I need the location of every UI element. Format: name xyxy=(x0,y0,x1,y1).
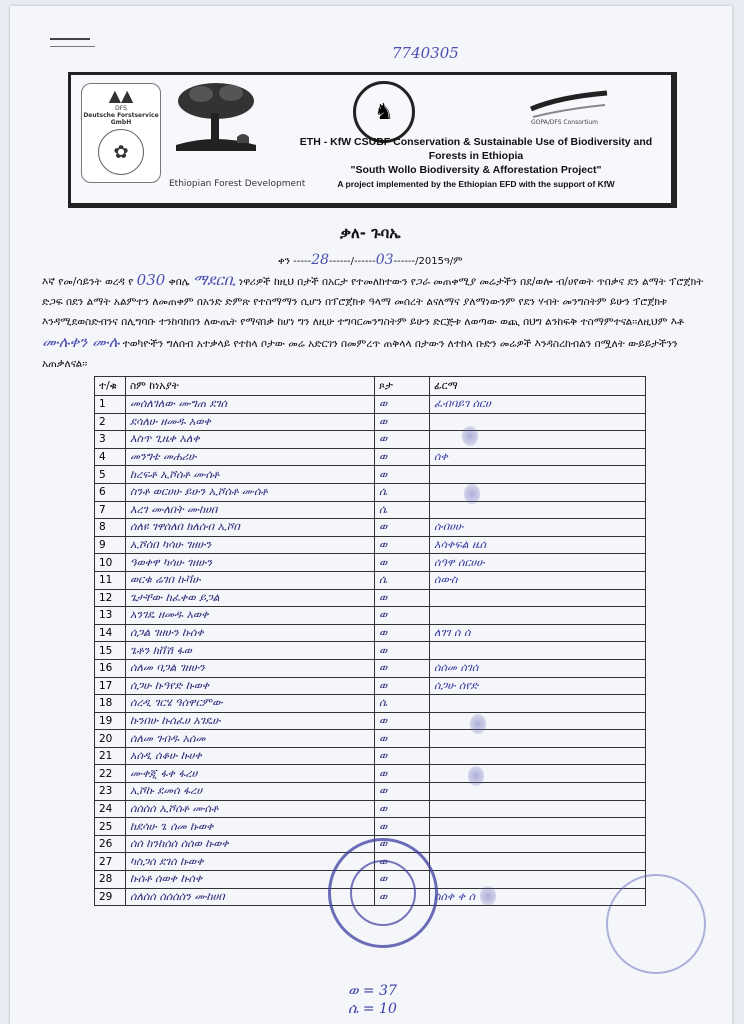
dfs-emblem-icon: ▲▲ xyxy=(108,86,134,105)
pen-stroke xyxy=(50,46,95,47)
para-body: ነዋሪዎች ከዚህ በታች በአርታ የተመለከተውን የጋራ መጠቀሚያ መሬታችን በደ/ወሎ ብ/ሀየወት ጥበቃና ደን ልማት ፕሮጀክት ድጋፍ በደን ልማት አልምተን ለመጠቀም በአንድ ድምጽ የተስማማን ሲሆን በፕሮጀክቱ ዓላማ መሰረት ልናለማና ያለማነውንም የደን ሃብት መንግስትም ይሁን ፕሮጀክቱ እንዳሚደወስድብንና በሊግባቡ ተንከባክበን ለውጤት የማናበቃ ከሆነ ግን ለዚሁ ተግባርመንግስትም ይሁን ድርጅቱ ለወጣው ወጪ በህግ ልንከፍቅ ተስማምተናል፡፡ለዚህም እቶ xyxy=(42,276,704,328)
row-number: 11 xyxy=(95,571,126,589)
row-number: 7 xyxy=(95,501,126,519)
col-name-header: ስም ከነአያት xyxy=(126,377,375,396)
project-title-line2: Forests in Ethiopia xyxy=(428,150,524,162)
row-number: 8 xyxy=(95,519,126,537)
fingerprint-mark xyxy=(464,484,480,504)
fingerprint-mark xyxy=(468,766,484,786)
attendee-sex: ወ xyxy=(375,730,430,748)
col-signature-header: ፊርማ xyxy=(430,377,646,396)
attendee-name: ስንቶ ወርሀሁ ይሁን ኢሾሰቶ ሙሰቶ xyxy=(126,483,375,501)
attendee-sex: ወ xyxy=(375,871,430,889)
attendee-signature xyxy=(430,800,646,818)
attendee-name: መሰለገለው ሙግጠ ደገሰ xyxy=(126,396,375,414)
attendee-sex: ወ xyxy=(375,835,430,853)
table-row xyxy=(95,695,646,713)
attendee-sex: ወ xyxy=(375,519,430,537)
table-row xyxy=(95,413,646,431)
date-prefix: ቀን xyxy=(278,256,290,267)
attendee-name: ሰለሰሰ ሰሰሰሰን ሙከሀበ xyxy=(126,888,375,906)
attendee-name: ወርቁ ሬገበ ኩቫሁ xyxy=(126,571,375,589)
attendee-signature xyxy=(430,589,646,607)
attendee-name: ከረፍቶ ኢሾሰቶ ሙሰቶ xyxy=(126,466,375,484)
attendee-signature: ሰውስ xyxy=(430,571,646,589)
table-row xyxy=(95,712,646,730)
table-row xyxy=(95,730,646,748)
attendee-signature xyxy=(430,871,646,889)
attendee-sex: ወ xyxy=(375,818,430,836)
table-row xyxy=(95,642,646,660)
col-sex-header: ጾታ xyxy=(375,377,430,396)
row-number: 19 xyxy=(95,712,126,730)
attendee-signature xyxy=(430,413,646,431)
attendee-signature xyxy=(430,853,646,871)
col-number-header: ተ/ቁ xyxy=(95,377,126,396)
row-number: 17 xyxy=(95,677,126,695)
attendee-signature xyxy=(430,730,646,748)
dfs-logo-label: DFS xyxy=(115,105,127,112)
attendee-sex: ወ xyxy=(375,765,430,783)
attendee-signature: ለገገ ሰ ሰ xyxy=(430,624,646,642)
attendee-name: ሰሰ ከንከሰሰ ሰሰወ ኩወቀ xyxy=(126,835,375,853)
row-number: 1 xyxy=(95,396,126,414)
attendee-name: ሰጋሁ ኩዓየድ ኩወቀ xyxy=(126,677,375,695)
row-number: 10 xyxy=(95,554,126,572)
kebele-name: ማደርቢ xyxy=(192,271,236,289)
table-row xyxy=(95,677,646,695)
tally-male: ወ = 37 xyxy=(348,983,397,999)
attendee-name: ኩሰቶ ሰወቀ ኩሰቀ xyxy=(126,871,375,889)
attendee-signature xyxy=(430,747,646,765)
date-year: /2015ዓ/ም xyxy=(415,256,463,267)
document-title: ቃለ- ጉባኤ xyxy=(340,224,401,242)
date-line: ቀን -----28------/------03------/2015ዓ/ም xyxy=(278,252,463,268)
fingerprint-mark xyxy=(470,714,486,734)
table-row xyxy=(95,589,646,607)
kebele-number: 030 xyxy=(136,271,166,289)
attendee-name: እረገ ሙለበት ሙከሀበ xyxy=(126,501,375,519)
faint-stamp xyxy=(606,874,706,974)
table-row xyxy=(95,466,646,484)
row-number: 15 xyxy=(95,642,126,660)
attendee-signature: ሰቀ xyxy=(430,448,646,466)
para-start: እኛ የመ/ሳይንት ወረዳ የ xyxy=(42,276,134,288)
attendance-table-body xyxy=(95,396,646,906)
tree-logo-icon xyxy=(171,79,261,159)
project-subtitle: "South Wollo Biodiversity & Afforestation Project" xyxy=(350,164,602,176)
row-number: 3 xyxy=(95,431,126,449)
row-number: 16 xyxy=(95,659,126,677)
attendee-signature xyxy=(430,835,646,853)
handwritten-top-note: 7740305 xyxy=(392,44,459,62)
project-implementer: A project implemented by the Ethiopian EFD with the support of KfW xyxy=(337,179,615,189)
fingerprint-mark xyxy=(462,426,478,446)
para-end: ተወካዮችን ግለሰብ አተቃላይ የተከላ ቦታው መሬ አድርገን በመምረጥ ጠቅላላ በታውን ለተከላ ቡድን መሬዎች እንዳስረከብልን በሟለት ውይይታችንን አጠቃለናል፡፡ xyxy=(42,338,678,370)
attendee-name: ሰለዩ ገዋሰለበ ክለሰብ ኢሾበ xyxy=(126,519,375,537)
attendee-signature xyxy=(430,712,646,730)
attendee-name: ኢሾኩ ደመሰ ፋረሀ xyxy=(126,783,375,801)
attendee-sex: ወ xyxy=(375,747,430,765)
tree-logo-caption: Ethiopian Forest Development xyxy=(169,179,306,189)
letterhead xyxy=(68,72,677,208)
attendee-name: ካስጋሰ ደገሰ ኩወቀ xyxy=(126,853,375,871)
attendee-sex: ወ xyxy=(375,677,430,695)
row-number: 2 xyxy=(95,413,126,431)
row-number: 9 xyxy=(95,536,126,554)
attendee-sex: ወ xyxy=(375,396,430,414)
attendee-signature xyxy=(430,501,646,519)
row-number: 12 xyxy=(95,589,126,607)
table-row xyxy=(95,747,646,765)
attendee-sex: ወ xyxy=(375,431,430,449)
attendee-name: አንገዴ ዘመዱ አወቀ xyxy=(126,607,375,625)
attendee-sex: ወ xyxy=(375,607,430,625)
attendee-signature xyxy=(430,765,646,783)
para-kebele: ቀበሌ xyxy=(168,276,190,288)
ethiopia-seal-icon: ♞ xyxy=(353,81,415,143)
row-number: 22 xyxy=(95,765,126,783)
attendee-sex: ወ xyxy=(375,589,430,607)
attendee-name: እስጥ ጊዜቀ አለቀ xyxy=(126,431,375,449)
attendance-table xyxy=(94,376,646,906)
forest-seal-icon: ✿ xyxy=(98,129,144,175)
attendee-name: አሰዲ ሰቆሁ ኩሀቀ xyxy=(126,747,375,765)
attendee-signature xyxy=(430,642,646,660)
attendee-sex: ወ xyxy=(375,712,430,730)
attendee-signature: እሳቀፍል ዜሰ xyxy=(430,536,646,554)
row-number: 4 xyxy=(95,448,126,466)
tally-summary xyxy=(348,982,397,1018)
row-number: 24 xyxy=(95,800,126,818)
table-row xyxy=(95,431,646,449)
attendee-name: መንግቴ መሐሪሁ xyxy=(126,448,375,466)
letterhead-text xyxy=(291,135,661,191)
row-number: 28 xyxy=(95,871,126,889)
attendee-signature: ሰጋሁ ሰየድ xyxy=(430,677,646,695)
attendee-sex: ወ xyxy=(375,783,430,801)
attendee-sex: ወ xyxy=(375,642,430,660)
row-number: 21 xyxy=(95,747,126,765)
attendee-name: ኩንበሁ ኩሰፈሀ አገዴሁ xyxy=(126,712,375,730)
attendee-signature xyxy=(430,818,646,836)
table-row xyxy=(95,448,646,466)
table-row xyxy=(95,501,646,519)
table-row xyxy=(95,659,646,677)
attendee-signature xyxy=(430,607,646,625)
attendee-name: ሰለመ ባጋል ገዘሁን xyxy=(126,659,375,677)
attendee-signature: ሰዓዋ ሰርሀሁ xyxy=(430,554,646,572)
attendee-name: ሰጋል ገዘሁን ኩሰቀ xyxy=(126,624,375,642)
attendee-name: ሰሰሰሰ ኢሾሰቶ ሙሰቶ xyxy=(126,800,375,818)
attendee-sex: ወ xyxy=(375,536,430,554)
row-number: 27 xyxy=(95,853,126,871)
minutes-paragraph xyxy=(42,270,710,374)
dfs-logo xyxy=(81,83,161,183)
row-number: 18 xyxy=(95,695,126,713)
official-stamp xyxy=(328,838,438,948)
table-row xyxy=(95,396,646,414)
table-header-row xyxy=(95,377,646,396)
attendee-sex: ሴ xyxy=(375,695,430,713)
attendee-sex: ወ xyxy=(375,853,430,871)
attendee-signature: ሰሰመ ሰገሰ xyxy=(430,659,646,677)
fingerprint-mark xyxy=(480,886,496,906)
row-number: 25 xyxy=(95,818,126,836)
attendee-name: ሰረዲ ገርሄ ዓሰዋርምው xyxy=(126,695,375,713)
tally-female: ሴ = 10 xyxy=(348,1001,397,1017)
row-number: 6 xyxy=(95,483,126,501)
attendee-name: ጌቶን ክቨሽ ፋወ xyxy=(126,642,375,660)
attendee-name: ሰለመ ገብዱ አሰመ xyxy=(126,730,375,748)
table-row xyxy=(95,536,646,554)
table-row xyxy=(95,483,646,501)
row-number: 14 xyxy=(95,624,126,642)
row-number: 26 xyxy=(95,835,126,853)
consortium-logo-icon xyxy=(529,89,609,123)
project-title-line1: ETH - KfW CSUBF Conservation & Sustainable Use of Biodiversity and xyxy=(299,136,653,148)
table-row xyxy=(95,765,646,783)
date-day: 28 xyxy=(311,252,330,268)
attendee-name: ጌታቸው ከፈቀወ ይጋል xyxy=(126,589,375,607)
table-row xyxy=(95,571,646,589)
attendee-name: ኢሾሰበ ካሳሁ ገዘሁን xyxy=(126,536,375,554)
attendee-name: ሙቀጂ ፋቀ ፋረሀ xyxy=(126,765,375,783)
attendee-sex: ወ xyxy=(375,888,430,906)
attendee-signature xyxy=(430,783,646,801)
row-number: 23 xyxy=(95,783,126,801)
attendee-sex: ሴ xyxy=(375,483,430,501)
attendee-sex: ወ xyxy=(375,800,430,818)
attendee-name: ዓወቀዋ ካሳሁ ገዘሁን xyxy=(126,554,375,572)
attendee-sex: ሴ xyxy=(375,501,430,519)
consortium-logo-text: GOPA/DFS Consortium xyxy=(531,119,599,126)
pen-stroke xyxy=(50,38,90,40)
attendee-sex: ወ xyxy=(375,413,430,431)
table-row xyxy=(95,519,646,537)
row-number: 5 xyxy=(95,466,126,484)
table-row xyxy=(95,783,646,801)
attendee-sex: ሴ xyxy=(375,571,430,589)
table-row xyxy=(95,624,646,642)
attendee-name: ደሳለሁ ዘመዱ አወቀ xyxy=(126,413,375,431)
attendee-signature: ፈብባይገ ሰርሀ xyxy=(430,396,646,414)
attendee-sex: ወ xyxy=(375,554,430,572)
attendee-signature xyxy=(430,695,646,713)
table-row xyxy=(95,818,646,836)
row-number: 20 xyxy=(95,730,126,748)
row-number: 13 xyxy=(95,607,126,625)
attendee-sex: ወ xyxy=(375,624,430,642)
attendee-sex: ወ xyxy=(375,466,430,484)
date-month: 03 xyxy=(375,252,394,268)
document-page xyxy=(10,6,732,1024)
attendee-signature xyxy=(430,483,646,501)
attendee-signature: ሰሰቀ ቀ ሰ xyxy=(430,888,646,906)
table-row xyxy=(95,554,646,572)
table-row xyxy=(95,800,646,818)
representative-name: ሙሉቀን ሙሉ xyxy=(42,333,120,351)
attendee-signature: ሰብሀሁ xyxy=(430,519,646,537)
table-row xyxy=(95,607,646,625)
attendee-name: ከደሳሁ ጌ ሰመ ኩወቀ xyxy=(126,818,375,836)
attendee-sex: ወ xyxy=(375,659,430,677)
dfs-logo-org: Deutsche Forstservice GmbH xyxy=(83,112,159,126)
row-number: 29 xyxy=(95,888,126,906)
attendee-sex: ወ xyxy=(375,448,430,466)
attendee-signature xyxy=(430,466,646,484)
